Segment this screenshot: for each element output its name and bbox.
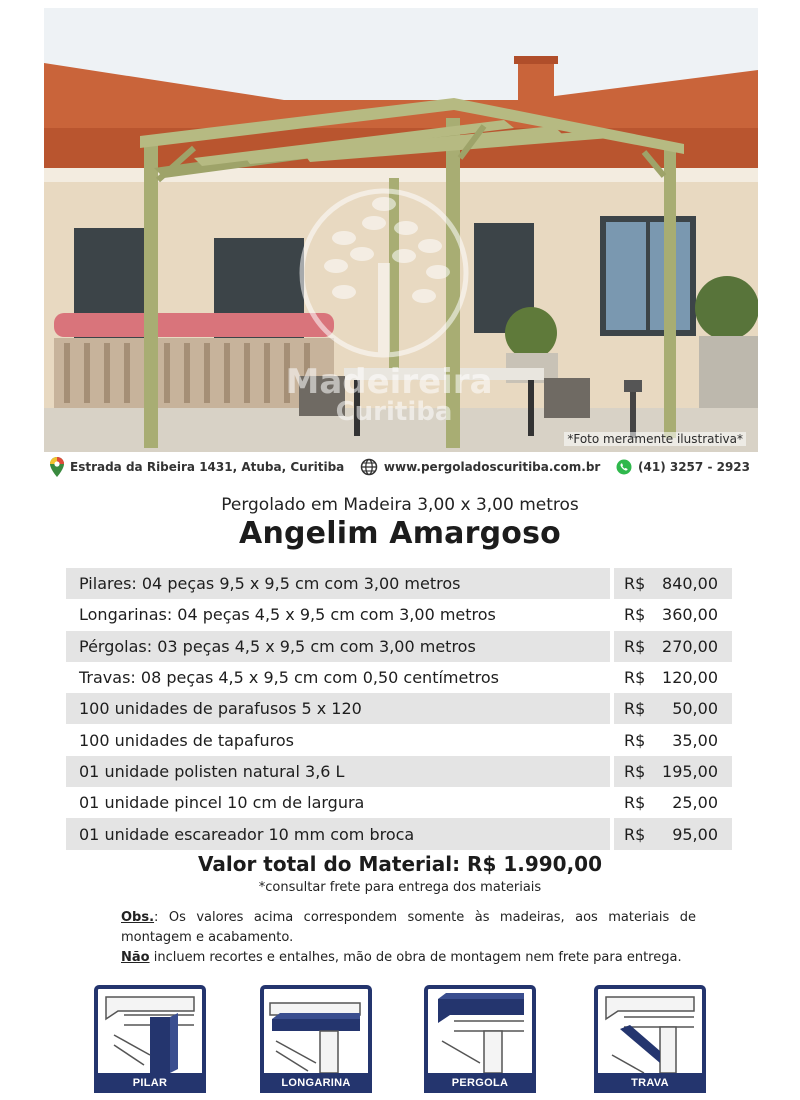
table-row <box>66 818 732 849</box>
hero-photo <box>44 8 758 452</box>
price-value: 270,00 <box>662 636 718 656</box>
row-price <box>614 631 732 662</box>
row-price <box>614 787 732 818</box>
row-price <box>614 568 732 599</box>
total-value: Valor total do Material: R$ 1.990,00 <box>197 852 603 876</box>
table-row <box>66 662 732 693</box>
row-price <box>614 818 732 849</box>
row-price <box>614 756 732 787</box>
row-price <box>614 599 732 630</box>
price-value: 360,00 <box>662 605 718 625</box>
table-row <box>66 631 732 662</box>
nao-label: Não <box>121 950 150 965</box>
address-text: Estrada da Ribeira 1431, Atuba, Curitiba <box>70 460 345 474</box>
joint-pilar <box>94 985 206 1093</box>
row-description: 100 unidades de tapafuros <box>79 730 294 750</box>
phone[interactable] <box>616 459 750 475</box>
row-price <box>614 662 732 693</box>
product-subtitle: Pergolado em Madeira 3,00 x 3,00 metros <box>221 495 579 515</box>
table-row <box>66 599 732 630</box>
map-pin-icon <box>50 457 64 477</box>
row-description: Pérgolas: 03 peças 4,5 x 9,5 cm com 3,00 metros <box>66 631 610 662</box>
address <box>50 457 344 477</box>
row-description: Longarinas: 04 peças 4,5 x 9,5 cm com 3,00 metros <box>79 605 496 625</box>
currency-symbol: R$ <box>624 668 646 688</box>
currency-symbol: R$ <box>624 699 646 719</box>
obs-label: Obs. <box>121 910 155 925</box>
row-description: 01 unidade polisten natural 3,6 L <box>66 756 610 787</box>
currency-symbol: R$ <box>624 761 646 781</box>
table-row <box>66 787 732 818</box>
currency-symbol: R$ <box>624 605 646 625</box>
row-description: 01 unidade pincel 10 cm de largura <box>79 793 365 813</box>
joint-longarina <box>260 985 372 1093</box>
contact-bar <box>50 455 750 479</box>
website[interactable] <box>360 458 600 476</box>
row-description: Pilares: 04 peças 9,5 x 9,5 cm com 3,00 metros <box>66 568 610 599</box>
price-value: 95,00 <box>672 824 718 844</box>
table-row <box>66 756 732 787</box>
photo-disclaimer: *Foto meramente ilustrativa* <box>564 432 746 446</box>
row-description: Travas: 08 peças 4,5 x 9,5 cm com 0,50 centímetros <box>79 668 499 688</box>
row-description: 01 unidade escareador 10 mm com broca <box>66 818 610 849</box>
row-description: 100 unidades de parafusos 5 x 120 <box>66 693 610 724</box>
price-table <box>66 568 732 850</box>
joint-trava <box>594 985 706 1093</box>
joint-label: LONGARINA <box>260 1073 372 1093</box>
table-row <box>66 693 732 724</box>
phone-text[interactable]: (41) 3257 - 2923 <box>638 460 750 474</box>
freight-note: *consultar frete para entrega dos materiais <box>258 880 542 895</box>
currency-symbol: R$ <box>624 574 646 594</box>
pergola-illustration <box>44 8 758 452</box>
table-row <box>66 568 732 599</box>
currency-symbol: R$ <box>624 636 646 656</box>
obs-text: : Os valores acima correspondem somente às madeiras, aos materiais de montagem e acabamento. <box>121 910 696 945</box>
product-title: Angelim Amargoso <box>239 516 561 551</box>
whatsapp-icon <box>616 459 632 475</box>
observations <box>121 908 696 968</box>
price-value: 195,00 <box>662 761 718 781</box>
price-value: 50,00 <box>672 699 718 719</box>
joint-label: PERGOLA <box>424 1073 536 1093</box>
row-price <box>614 724 732 755</box>
website-link[interactable]: www.pergoladoscuritiba.com.br <box>383 460 601 474</box>
joint-pergola <box>424 985 536 1093</box>
price-value: 35,00 <box>672 730 718 750</box>
globe-icon <box>360 458 378 476</box>
svg-text:Curitiba: Curitiba <box>335 397 453 427</box>
nao-text: incluem recortes e entalhes, mão de obra de montagem nem frete para entrega. <box>149 950 682 965</box>
table-row <box>66 724 732 755</box>
joint-label: PILAR <box>94 1073 206 1093</box>
price-value: 120,00 <box>662 668 718 688</box>
joint-label: TRAVA <box>594 1073 706 1093</box>
currency-symbol: R$ <box>624 730 646 750</box>
joint-diagrams <box>0 985 800 1095</box>
currency-symbol: R$ <box>624 824 646 844</box>
row-price <box>614 693 732 724</box>
price-value: 25,00 <box>672 793 718 813</box>
currency-symbol: R$ <box>624 793 646 813</box>
price-value: 840,00 <box>662 574 718 594</box>
svg-text:Madeireira: Madeireira <box>285 362 493 402</box>
